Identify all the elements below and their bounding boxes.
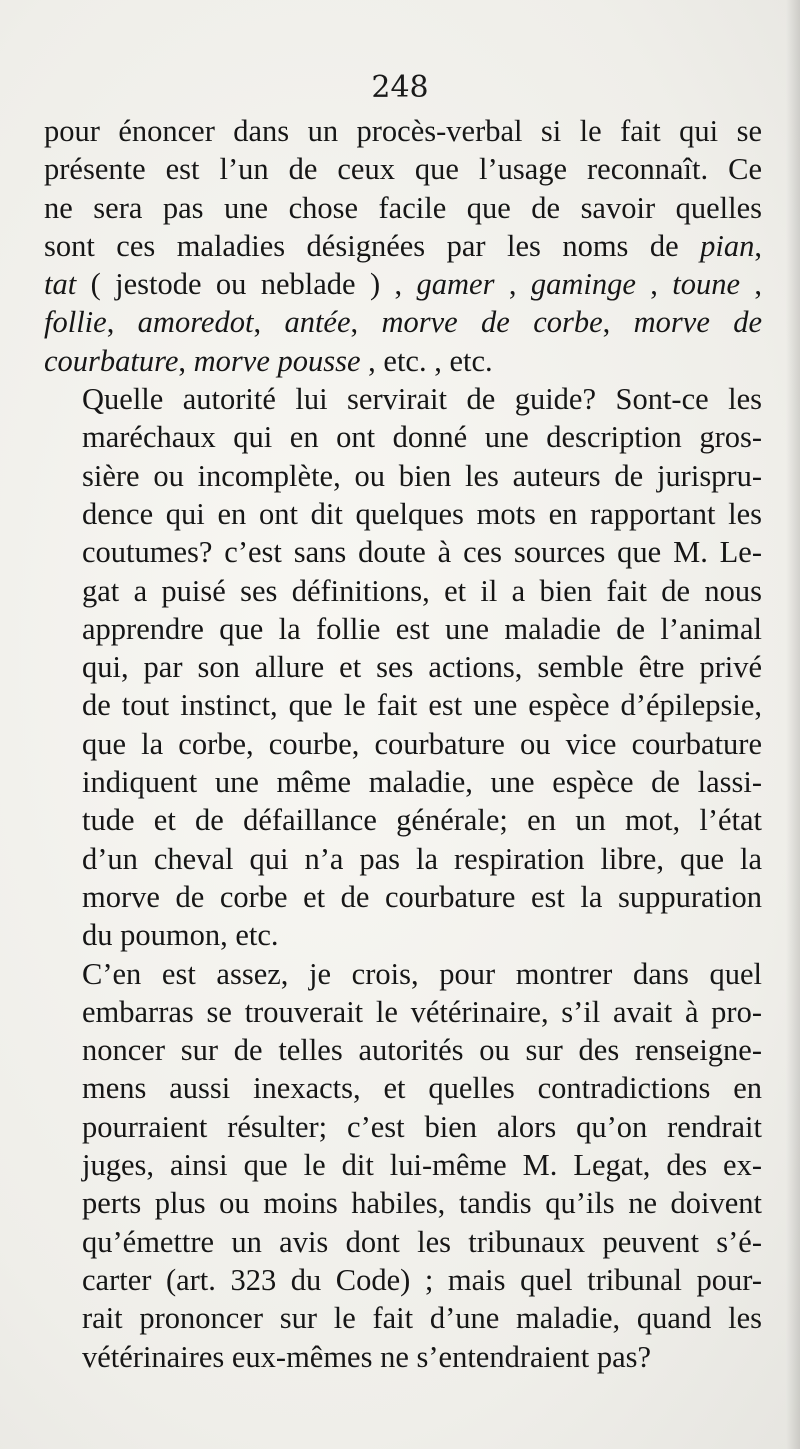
text-line: tat ( jestode ou neblade ) , gamer , gaminge , toune , [44,267,762,302]
text-line: que la corbe, courbe, courbature ou vice courbature [82,726,762,761]
text-line: ne sera pas une chose facile que de savoir quelles [44,190,762,225]
paragraph [44,955,762,1376]
text-line: noncer sur de telles autorités ou sur des renseigne- [82,1033,762,1068]
text-line: tude et de défaillance générale; en un mot, l’état [82,803,762,838]
text-line: apprendre que la follie est une maladie de l’animal [82,611,762,646]
text-line: indiquent une même maladie, une espèce de lassi- [82,765,762,800]
text-line: perts plus ou moins habiles, tandis qu’ils ne doivent [82,1186,762,1221]
text-line: du poumon, etc. [82,918,279,953]
paragraph [44,380,762,954]
italic-term: morve pousse [193,343,361,378]
italic-term: amoredot [137,305,254,340]
italic-term: follie [44,305,107,340]
italic-term: morve de corbe [381,305,603,340]
italic-term: courbature [44,343,179,378]
text-line: d’un cheval qui n’a pas la respiration libre, que la [82,841,762,876]
text-line: carter (art. 323 du Code) ; mais quel tribunal pour- [82,1262,762,1297]
text-line: pourraient résulter; c’est bien alors qu’on rendrait [82,1109,762,1144]
text-line: embarras se trouverait le vétérinaire, s’il avait à pro- [82,994,762,1029]
page-edge-shadow [786,0,800,1449]
text-line: présente est l’un de ceux que l’usage reconnaît. Ce [44,152,762,187]
paragraph [44,112,762,380]
text-line: follie, amoredot, antée, morve de corbe, morve de [44,305,763,340]
text-line: sont ces maladies désignées par les noms de pian, [44,228,762,263]
text-line: Quelle autorité lui servirait de guide? Sont-ce les [82,382,762,417]
italic-term: tat [44,267,77,302]
text-line: qu’émettre un avis dont les tribunaux peuvent s’é- [82,1224,762,1259]
text-line: vétérinaires eux-mêmes ne s’entendraient pas? [82,1339,652,1374]
page-number: 248 [371,70,429,105]
italic-term: toune [672,267,740,302]
text-line: juges, ainsi que le dit lui-même M. Legat, des ex- [82,1148,762,1183]
text-line: mens aussi inexacts, et quelles contradictions en [82,1071,762,1106]
text-line: morve de corbe et de courbature est la suppuration [82,879,762,914]
text-line: dence qui en ont dit quelques mots en rapportant les [82,496,762,531]
text-line: de tout instinct, que le fait est une espèce d’épilepsie, [82,688,762,723]
text-line: qui, par son allure et ses actions, semble être privé [82,650,762,685]
body-text [44,112,762,1376]
text-line: gat a puisé ses définitions, et il a bien fait de nous [82,573,762,608]
italic-term: gamer [416,267,495,302]
italic-term: morve de [633,305,763,340]
text-line: C’en est assez, je crois, pour montrer dans quel [82,956,762,991]
text-line: pour énoncer dans un procès-verbal si le fait qui se [44,114,762,148]
text-line: rait prononcer sur le fait d’une maladie, quand les [82,1301,762,1336]
text-line: maréchaux qui en ont donné une description gros- [82,420,762,455]
text-line: coutumes? c’est sans doute à ces sources que M. Le- [82,535,762,570]
italic-term: antée [284,305,351,340]
text-line: courbature, morve pousse , etc. , etc. [44,343,493,378]
text-line: sière ou incomplète, ou bien les auteurs de jurispru- [82,458,762,493]
italic-term: gaminge [530,267,636,302]
italic-term: pian [700,228,755,263]
